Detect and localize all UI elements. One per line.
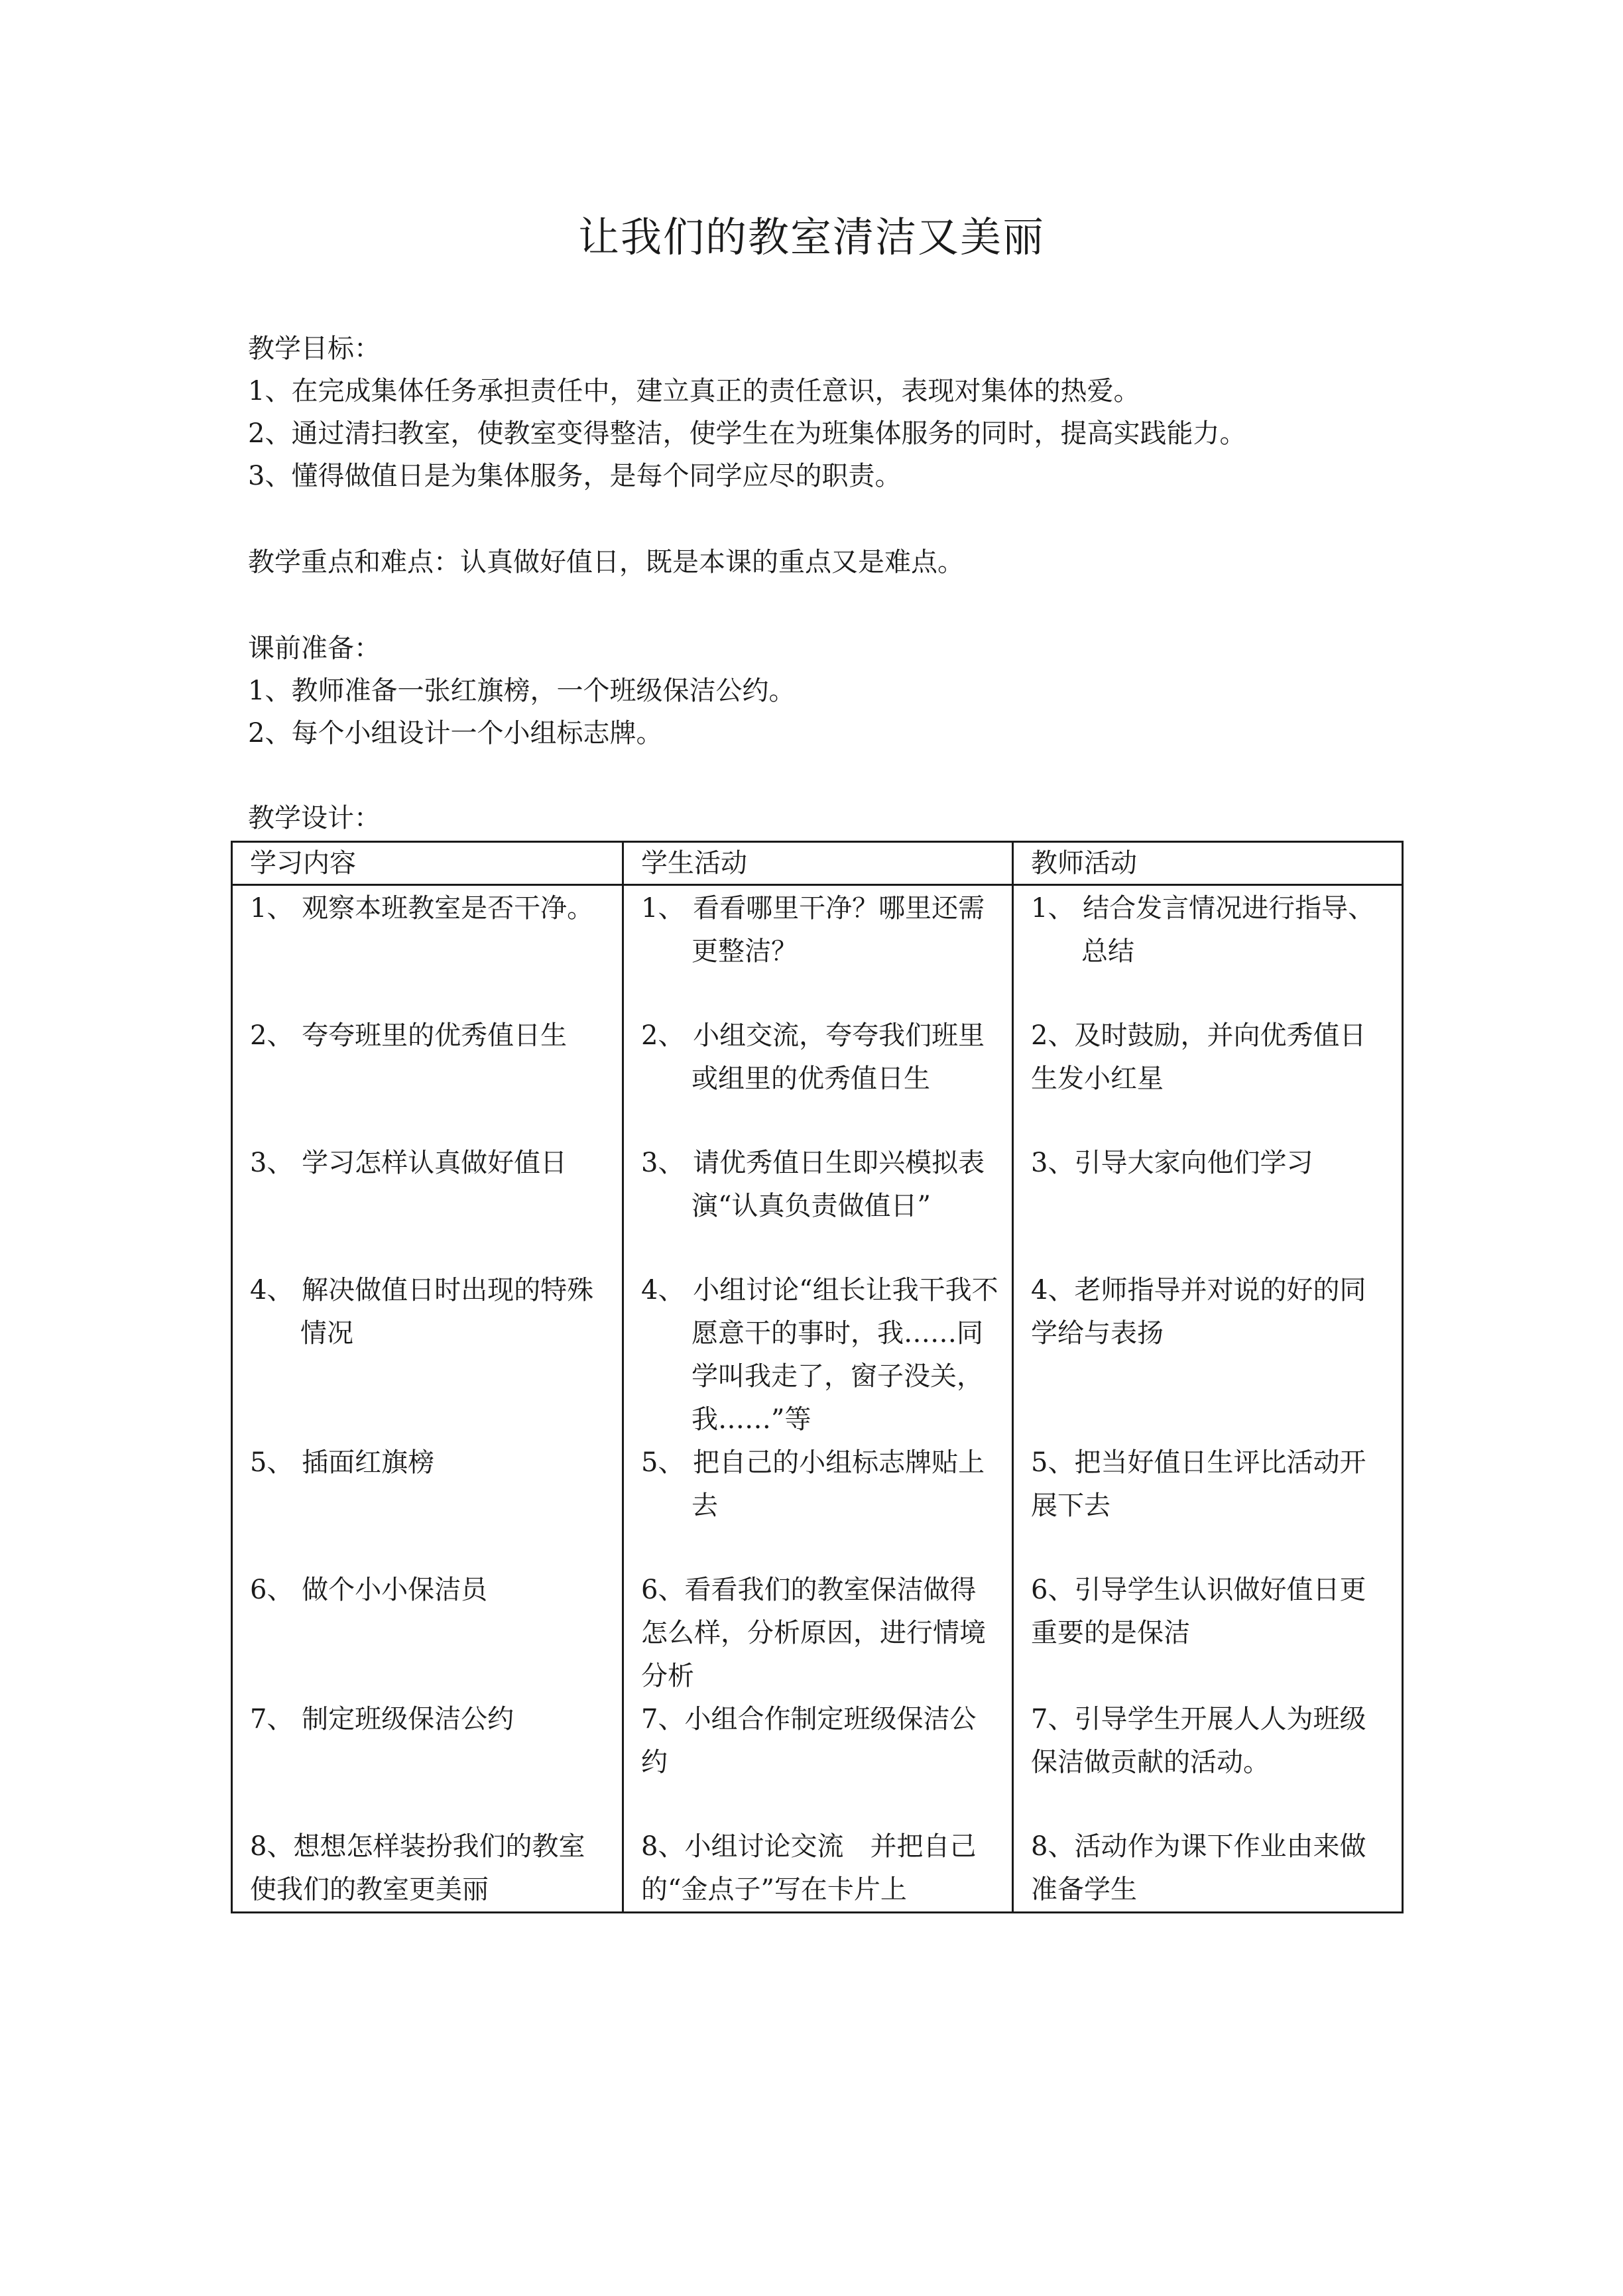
student-cell: 5、 把自己的小组标志牌贴上去 <box>641 1447 985 1521</box>
objective-item-1: 1、在完成集体任务承担责任中，建立真正的责任意识，表现对集体的热爱。 <box>248 376 1140 406</box>
teacher-cell: 6、引导学生认识做好值日更重要的是保洁 <box>1031 1575 1366 1648</box>
design-heading: 教学设计： <box>248 803 381 833</box>
student-cell: 4、 小组讨论“组长让我干我不愿意干的事时，我……同学叫我走了，窗子没关，我……”等 <box>641 1275 998 1435</box>
teacher-cell: 8、活动作为课下作业由来做准备学生 <box>1031 1831 1366 1905</box>
column-header-content: 学习内容 <box>232 842 623 885</box>
teacher-cell: 1、 结合发言情况进行指导、总结 <box>1031 893 1375 967</box>
student-cell: 1、 看看哪里干净？哪里还需更整洁？ <box>641 893 985 967</box>
student-cell: 7、小组合作制定班级保洁公约 <box>641 1704 977 1778</box>
column-header-student: 学生活动 <box>623 842 1013 885</box>
objectives-heading: 教学目标： <box>248 333 381 364</box>
content-cell: 5、 插面红旗榜 <box>250 1447 435 1478</box>
preparation-item-1: 1、教师准备一张红旗榜，一个班级保洁公约。 <box>248 676 796 706</box>
content-cell: 1、 观察本班教室是否干净。 <box>250 893 594 924</box>
page-title: 让我们的教室清洁又美丽 <box>577 213 1045 261</box>
objective-item-2: 2、通过清扫教室，使教室变得整洁，使学生在为班集体服务的同时，提高实践能力。 <box>248 418 1246 449</box>
preparation-heading: 课前准备： <box>248 633 381 664</box>
table-body-row <box>232 885 1403 1913</box>
content-cell: 4、 解决做值日时出现的特殊情况 <box>250 1275 594 1349</box>
student-cell: 3、 请优秀值日生即兴模拟表演“认真负责做值日” <box>641 1148 985 1221</box>
teacher-column <box>1013 885 1403 1913</box>
teacher-cell: 3、引导大家向他们学习 <box>1031 1148 1313 1178</box>
student-cell: 6、看看我们的教室保洁做得怎么样，分析原因，进行情境分析 <box>641 1575 986 1691</box>
preparation-item-2: 2、每个小组设计一个小组标志牌。 <box>248 718 663 749</box>
content-column <box>232 885 623 1913</box>
content-cell: 6、 做个小小保洁员 <box>250 1575 488 1605</box>
content-cell: 2、 夸夸班里的优秀值日生 <box>250 1020 568 1051</box>
teacher-cell: 5、把当好值日生评比活动开展下去 <box>1031 1447 1366 1521</box>
key-points: 教学重点和难点：认真做好值日，既是本课的重点又是难点。 <box>248 547 964 577</box>
teacher-cell: 4、老师指导并对说的好的同学给与表扬 <box>1031 1275 1366 1349</box>
student-cell: 8、小组讨论交流 并把自己的“金点子”写在卡片上 <box>641 1831 977 1905</box>
teacher-cell: 2、及时鼓励，并向优秀值日生发小红星 <box>1031 1020 1366 1094</box>
content-cell: 3、 学习怎样认真做好值日 <box>250 1148 568 1178</box>
objective-item-3: 3、懂得做值日是为集体服务，是每个同学应尽的职责。 <box>248 461 902 491</box>
content-cell: 7、 制定班级保洁公约 <box>250 1704 514 1734</box>
content-cell: 8、想想怎样装扮我们的教室使我们的教室更美丽 <box>250 1831 585 1905</box>
teaching-design-table <box>231 841 1404 1913</box>
student-column <box>623 885 1013 1913</box>
student-cell: 2、 小组交流，夸夸我们班里或组里的优秀值日生 <box>641 1020 985 1094</box>
column-header-teacher: 教师活动 <box>1013 842 1403 885</box>
teacher-cell: 7、引导学生开展人人为班级保洁做贡献的活动。 <box>1031 1704 1366 1778</box>
table-header-row <box>232 842 1403 885</box>
